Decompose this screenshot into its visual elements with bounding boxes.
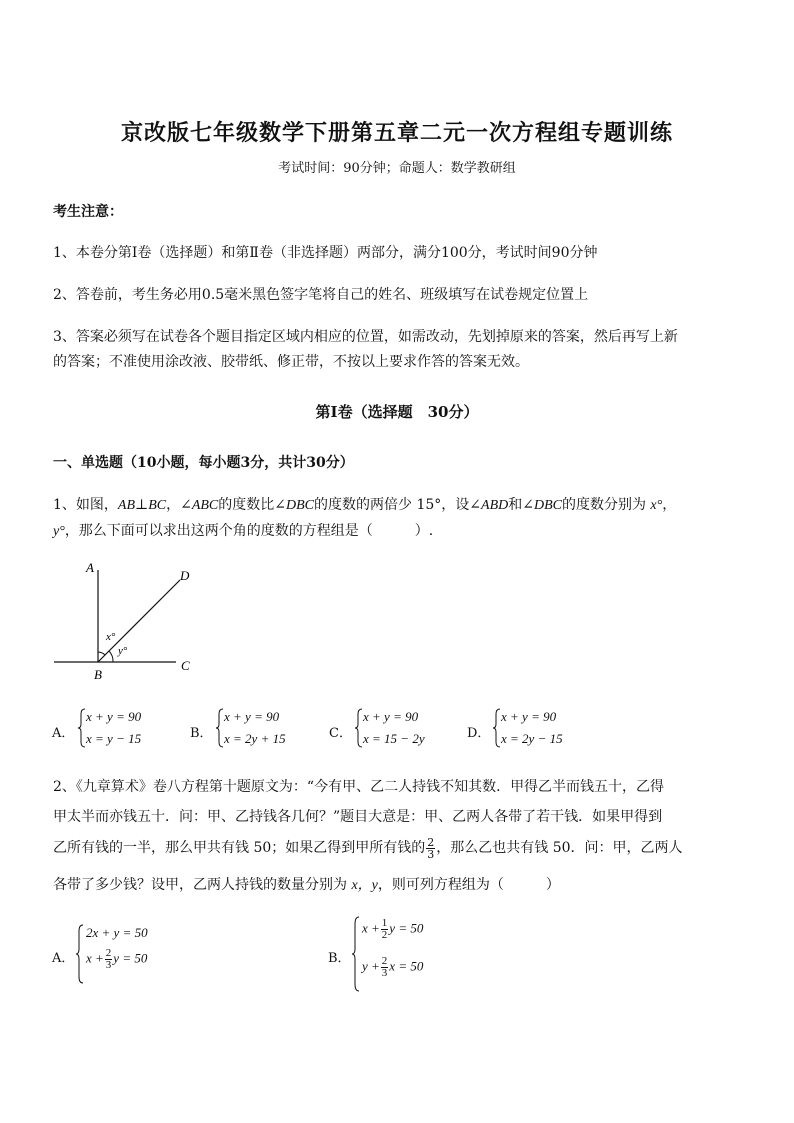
notice-item-1: 1、本卷分第Ⅰ卷（选择题）和第Ⅱ卷（非选择题）两部分，满分100分，考试时间90分钟 [53,245,598,261]
label-b: B [94,667,102,682]
eq-part: y = 50 [389,920,424,936]
q2-text: 各带了多少钱？设甲，乙两人持钱的数量分别为 [53,877,347,893]
q1-line-2 [53,520,433,540]
equation-1: x + y = 90 [363,709,419,724]
label-y-angle: y° [118,645,128,657]
eq-part: x + [362,920,380,936]
fraction-numerator: 2 [105,947,112,959]
brace-icon [78,708,86,748]
notice-item-2: 2、答卷前，考生务必用0.5毫米黑色签字笔将自己的姓名、班级填写在试卷规定位置上 [53,287,589,303]
brace-icon [76,924,84,984]
q1-text: 的度数的两倍少 15°，设∠ [314,497,482,513]
q1-math: ABD [481,498,509,513]
option-letter: A． [52,726,75,741]
equation-1 [362,918,423,941]
equation-2: x = 2y − 15 [501,731,563,746]
q1-text: ，那么下面可以求出这两个角的度数的方程组是（ ）. [64,523,434,539]
page-title: 京改版七年级数学下册第五章二元一次方程组专题训练 [120,120,673,146]
q2-text: 乙所有钱的一半，那么甲共有钱 50；如果乙得到甲所有钱的 [53,840,426,856]
label-d: D [180,568,190,583]
notice-heading: 考生注意： [53,204,123,220]
q2-option-b[interactable] [328,914,478,994]
notice-item-3-cont: 的答案；不准使用涂改液、胶带纸、修正带，不按以上要求作答的答案无效。 [53,354,529,370]
q1-math: x° [650,498,663,513]
fraction-denominator: 3 [381,967,388,979]
fraction-numerator: 1 [381,917,388,929]
label-a: A [86,560,94,575]
q1-math: ABC [191,498,219,513]
equation-1: x + y = 90 [224,709,280,724]
option-letter: A． [52,951,75,966]
fraction [381,956,389,979]
q2-line-3 [53,833,683,863]
fraction-two-thirds [426,837,435,860]
eq-part: y = 50 [113,950,148,966]
equation-2: x = y − 15 [86,731,142,746]
q1-text: 1、如图， [53,497,118,513]
equation-2: x = 15 − 2y [363,731,425,746]
q1-math: DBC [533,498,562,513]
eq-part: y + [362,958,380,974]
notice-item-3: 3、答案必须写在试卷各个题目指定区域内相应的位置，如需改动，先划掉原来的答案，然后再写上新 [53,329,678,345]
q1-option-b[interactable] [190,706,310,750]
fraction-denominator: 3 [427,847,435,861]
equation-1: x + y = 90 [501,709,557,724]
q1-text: 和∠ [508,497,534,513]
q2-line-1: 2、《九章算术》卷八方程第十题原文为：“今有甲、乙二人持钱不知其数．甲得乙半而钱五十，乙得 [53,779,665,795]
brace-icon [216,708,224,748]
option-letter: B． [190,726,213,741]
fraction-denominator: 3 [105,959,112,971]
q1-text: ， [662,497,677,513]
q2-text: ，那么乙也共有钱 50．问：甲，乙两人 [436,840,683,856]
brace-icon [352,916,360,992]
brace-icon [493,708,501,748]
q2-text: ，则可列方程组为（ ） [377,877,560,893]
option-letter: B． [328,951,351,966]
fraction-numerator: 2 [381,955,388,967]
equation-1: x + y = 90 [86,709,142,724]
fraction-numerator: 2 [427,835,435,849]
equation-2 [86,948,147,971]
label-x-angle: x° [106,631,116,643]
q1-math: AB⊥BC [117,498,167,513]
q1-text: ，∠ [166,497,192,513]
eq-part: x = 50 [389,958,424,974]
q1-angle-figure [50,558,210,682]
q1-line-1 [53,494,676,514]
q1-text: 的度数分别为 [561,497,646,513]
fraction [105,948,113,971]
equation-2: x = 2y + 15 [224,731,286,746]
option-letter: C． [329,726,352,741]
fraction-denominator: 2 [381,929,388,941]
q1-option-d[interactable] [467,706,587,750]
equation-1: 2x + y = 50 [86,925,148,940]
q1-text: 的度数比∠ [218,497,287,513]
q1-option-c[interactable] [329,706,449,750]
brace-icon [355,708,363,748]
option-letter: D． [467,726,491,741]
eq-part: x + [86,950,104,966]
q2-line-2: 甲太半而亦钱五十．问：甲、乙持钱各几何？”题目大意是：甲、乙两人各带了若干钱．如果甲得到 [53,809,663,825]
exam-info: 考试时间：90分钟；命题人：数学教研组 [278,161,516,176]
label-c: C [181,658,190,673]
part-title: 一、单选题（10小题，每小题3分，共计30分） [53,455,354,471]
fraction [381,918,389,941]
q2-option-a[interactable] [52,922,192,986]
q1-option-a[interactable] [52,706,162,750]
q2-line-4 [53,874,560,894]
q2-math: x，y [351,878,378,893]
q1-math: y° [53,524,65,539]
q1-math: DBC [286,498,315,513]
equation-2 [362,956,423,979]
section-title: 第Ⅰ卷（选择题 30分） [315,403,479,421]
